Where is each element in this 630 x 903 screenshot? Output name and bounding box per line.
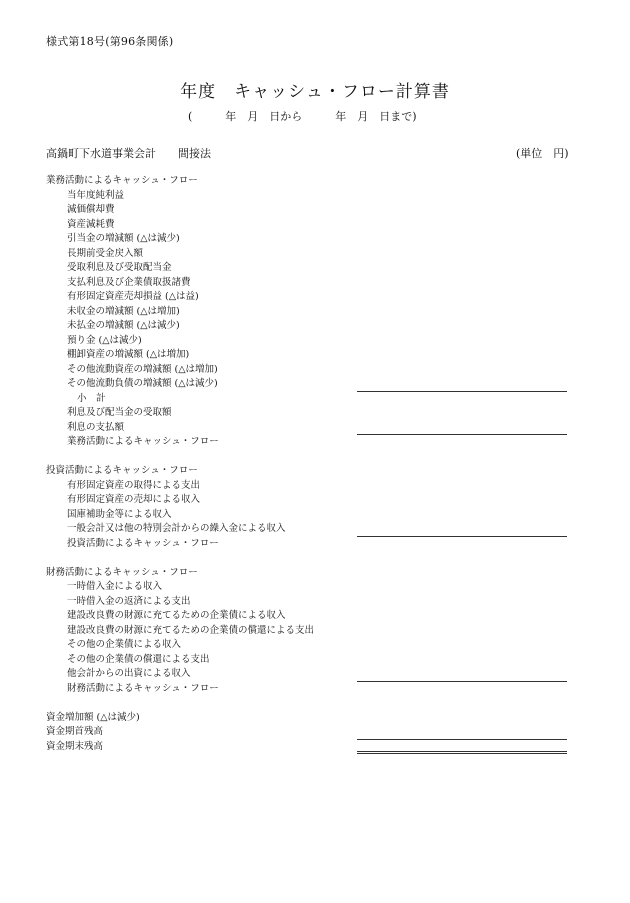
statement-row-label: 資金増加額 (△は減少)	[46, 711, 140, 723]
statement-row	[46, 595, 576, 610]
statement-row	[46, 305, 576, 320]
statement-row	[46, 290, 576, 305]
statement-row	[46, 232, 576, 247]
statement-row	[46, 682, 576, 697]
statement-row-label: 他会計からの出資による収入	[67, 668, 191, 679]
statement-row	[46, 522, 576, 537]
statement-row-label: 引当金の増減額 (△は減少)	[67, 233, 180, 244]
statement-row	[46, 609, 576, 624]
statement-row-label: 国庫補助金等による収入	[67, 508, 172, 520]
reporting-period: ( 年 月 日から 年 月 日まで)	[188, 110, 417, 123]
statement-row-label: 有形固定資産の取得による支出	[67, 479, 201, 491]
statement-row-label: 業務活動によるキャッシュ・フロー	[67, 436, 219, 447]
statement-row-label: 未収金の増減額 (△は増加)	[67, 305, 180, 317]
statement-row	[46, 667, 576, 682]
currency-unit: (単位 円)	[516, 147, 569, 160]
statement-row	[46, 392, 576, 407]
statement-row	[46, 261, 576, 276]
statement-row	[46, 203, 576, 218]
statement-row-label: 小 計	[77, 392, 106, 404]
statement-row-label: 資金期首残高	[46, 726, 104, 737]
statement-row-label: 業務活動によるキャッシュ・フロー	[46, 175, 198, 186]
statement-row	[46, 638, 576, 653]
statement-row	[46, 319, 576, 334]
statement-row-label: 財務活動によるキャッシュ・フロー	[46, 566, 198, 578]
statement-row	[46, 740, 576, 755]
statement-row-label: その他の企業債の償還による支出	[67, 653, 210, 665]
entity-and-method: 高鍋町下水道事業会計 間接法	[46, 147, 211, 160]
statement-row	[46, 421, 576, 436]
statement-row	[46, 624, 576, 639]
statement-row-label: その他流動負債の増減額 (△は減少)	[67, 378, 218, 389]
statement-row	[46, 493, 576, 508]
statement-row	[46, 479, 576, 494]
statement-row	[46, 580, 576, 595]
statement-row	[46, 218, 576, 233]
statement-row	[46, 363, 576, 378]
section-spacer	[46, 696, 576, 711]
statement-row	[46, 653, 576, 668]
statement-row	[46, 377, 576, 392]
section-spacer	[46, 551, 576, 566]
statement-row-label: 受取利息及び受取配当金	[67, 262, 172, 273]
statement-row-label: 投資活動によるキャッシュ・フロー	[46, 465, 198, 476]
statement-row-label: 支払利息及び企業債取扱諸費	[67, 276, 191, 288]
statement-row-label: 投資活動によるキャッシュ・フロー	[67, 537, 219, 549]
statement-row-label: 預り金 (△は減少)	[67, 334, 142, 346]
statement-row-label: その他流動資産の増減額 (△は増加)	[67, 363, 218, 375]
form-number: 様式第18号(第96条関係)	[46, 35, 174, 48]
statement-row-label: 一時借入金による収入	[67, 581, 163, 592]
statement-row	[46, 566, 576, 581]
statement-row-label: 棚卸資産の増減額 (△は増加)	[67, 349, 190, 360]
statement-row-label: 資産減耗費	[67, 218, 115, 230]
statement-row-label: 一時借入金の返済による支出	[67, 595, 191, 607]
statement-row-label: 建設改良費の財源に充てるための企業債による収入	[67, 610, 286, 621]
statement-row-label: 長期前受金戻入額	[67, 247, 144, 259]
page-title: 年度 キャッシュ・フロー計算書	[180, 82, 450, 102]
statement-row-label: 建設改良費の財源に充てるための企業債の償還による支出	[67, 624, 315, 636]
statement-row-label: 未払金の増減額 (△は減少)	[67, 320, 180, 331]
statement-row-label: 利息及び配当金の受取額	[67, 407, 172, 418]
statement-row	[46, 435, 576, 450]
statement-row	[46, 334, 576, 349]
statement-row-label: 利息の支払額	[67, 421, 125, 433]
statement-row	[46, 711, 576, 726]
statement-row	[46, 174, 576, 189]
statement-row	[46, 276, 576, 291]
statement-row-label: 一般会計又は他の特別会計からの繰入金による収入	[67, 523, 286, 534]
section-spacer	[46, 450, 576, 465]
statement-row-label: 資金期末残高	[46, 740, 104, 752]
statement-row-label: 有形固定資産売却損益 (△は益)	[67, 291, 199, 302]
statement-row-label: 減価償却費	[67, 204, 115, 215]
statement-row-label: 有形固定資産の売却による収入	[67, 494, 201, 505]
statement-row	[46, 508, 576, 523]
statement-row	[46, 464, 576, 479]
statement-row	[46, 537, 576, 552]
statement-row	[46, 247, 576, 262]
statement-line-items	[46, 174, 576, 754]
statement-row-label: その他の企業債による収入	[67, 639, 182, 650]
statement-row	[46, 189, 576, 204]
statement-row	[46, 725, 576, 740]
double-total-rule	[357, 751, 567, 754]
statement-row	[46, 348, 576, 363]
statement-row-label: 財務活動によるキャッシュ・フロー	[67, 682, 219, 694]
statement-row-label: 当年度純利益	[67, 189, 125, 201]
statement-row	[46, 406, 576, 421]
